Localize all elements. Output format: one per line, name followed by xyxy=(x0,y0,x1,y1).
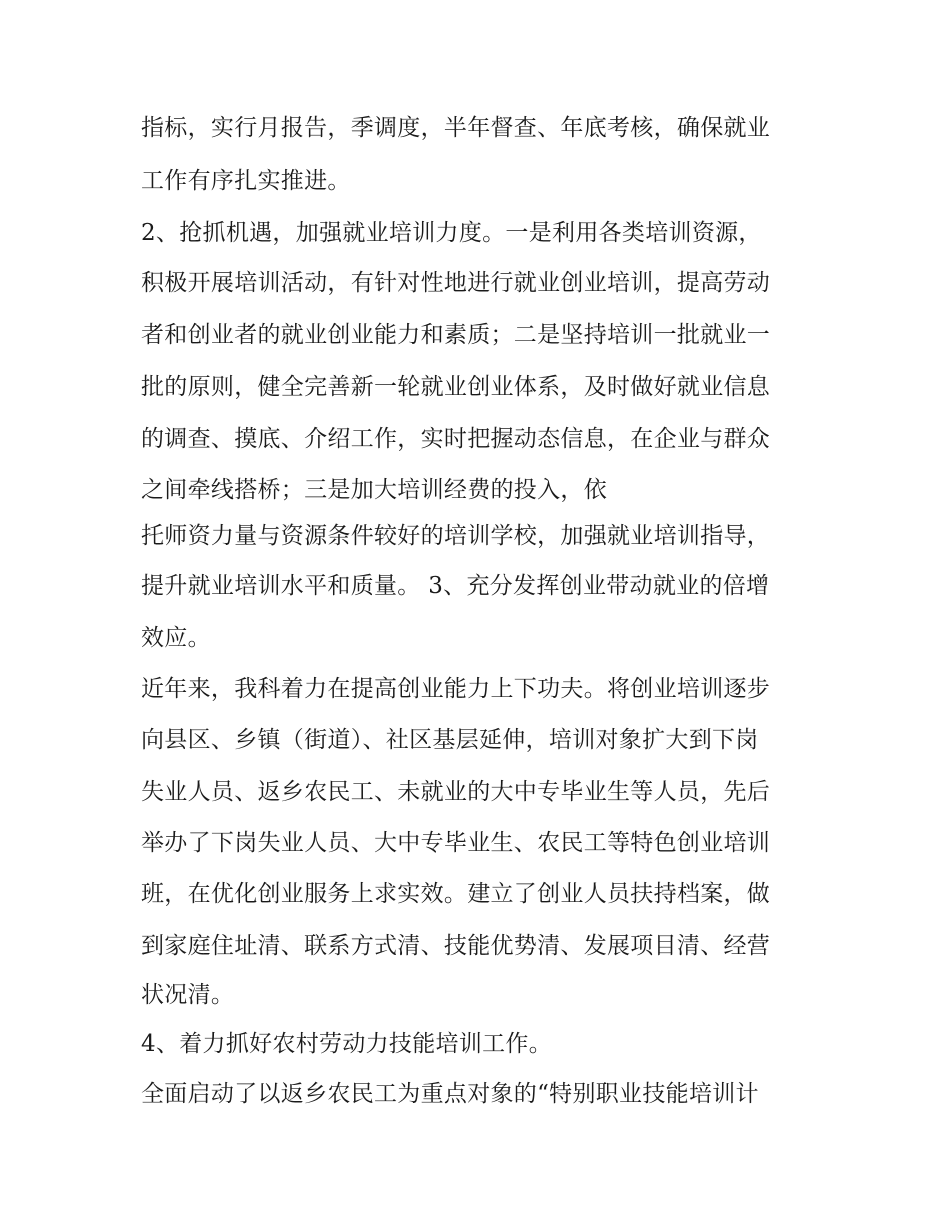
text-line: 4、着力抓好农村劳动力技能培训工作。 xyxy=(141,1031,553,1057)
text-line: 向县区、乡镇（街道）、社区基层延伸，培训对象扩大到下岗 xyxy=(141,727,759,753)
text-line: 效应。 xyxy=(141,625,211,651)
text-line: 全面启动了以返乡农民工为重点对象的“特别职业技能培训计 xyxy=(141,1081,759,1107)
text-line: 的调查、摸底、介绍工作，实时把握动态信息，在企业与群众 xyxy=(141,426,771,452)
text-line: 批的原则，健全完善新一轮就业创业体系，及时做好就业信息 xyxy=(141,374,771,400)
text-line: 积极开展培训活动，有针对性地进行就业创业培训，提高劳动 xyxy=(141,270,771,296)
text-line: 状况清。 xyxy=(141,982,235,1008)
text-line: 工作有序扎实推进。 xyxy=(141,168,351,194)
text-line: 者和创业者的就业创业能力和素质；二是坚持培训一批就业一 xyxy=(141,322,771,348)
text-line: 班，在优化创业服务上求实效。建立了创业人员扶持档案，做 xyxy=(141,881,771,907)
text-line: 失业人员、返乡农民工、未就业的大中专毕业生等人员，先后 xyxy=(141,779,771,805)
text-line: 近年来，我科着力在提高创业能力上下功夫。将创业培训逐步 xyxy=(141,676,771,702)
text-line: 2、抢抓机遇，加强就业培训力度。一是利用各类培训资源， xyxy=(141,220,762,246)
text-line: 提升就业培训水平和质量。 3、充分发挥创业带动就业的倍增 xyxy=(141,573,770,599)
text-line: 托师资力量与资源条件较好的培训学校，加强就业培训指导， xyxy=(141,523,771,549)
text-line: 指标，实行月报告，季调度，半年督查、年底考核，确保就业 xyxy=(141,115,771,141)
text-line: 到家庭住址清、联系方式清、技能优势清、发展项目清、经营 xyxy=(141,933,771,959)
text-line: 之间牵线搭桥；三是加大培训经费的投入，依 xyxy=(141,477,607,503)
text-line: 举办了下岗失业人员、大中专毕业生、农民工等特色创业培训 xyxy=(141,830,771,856)
